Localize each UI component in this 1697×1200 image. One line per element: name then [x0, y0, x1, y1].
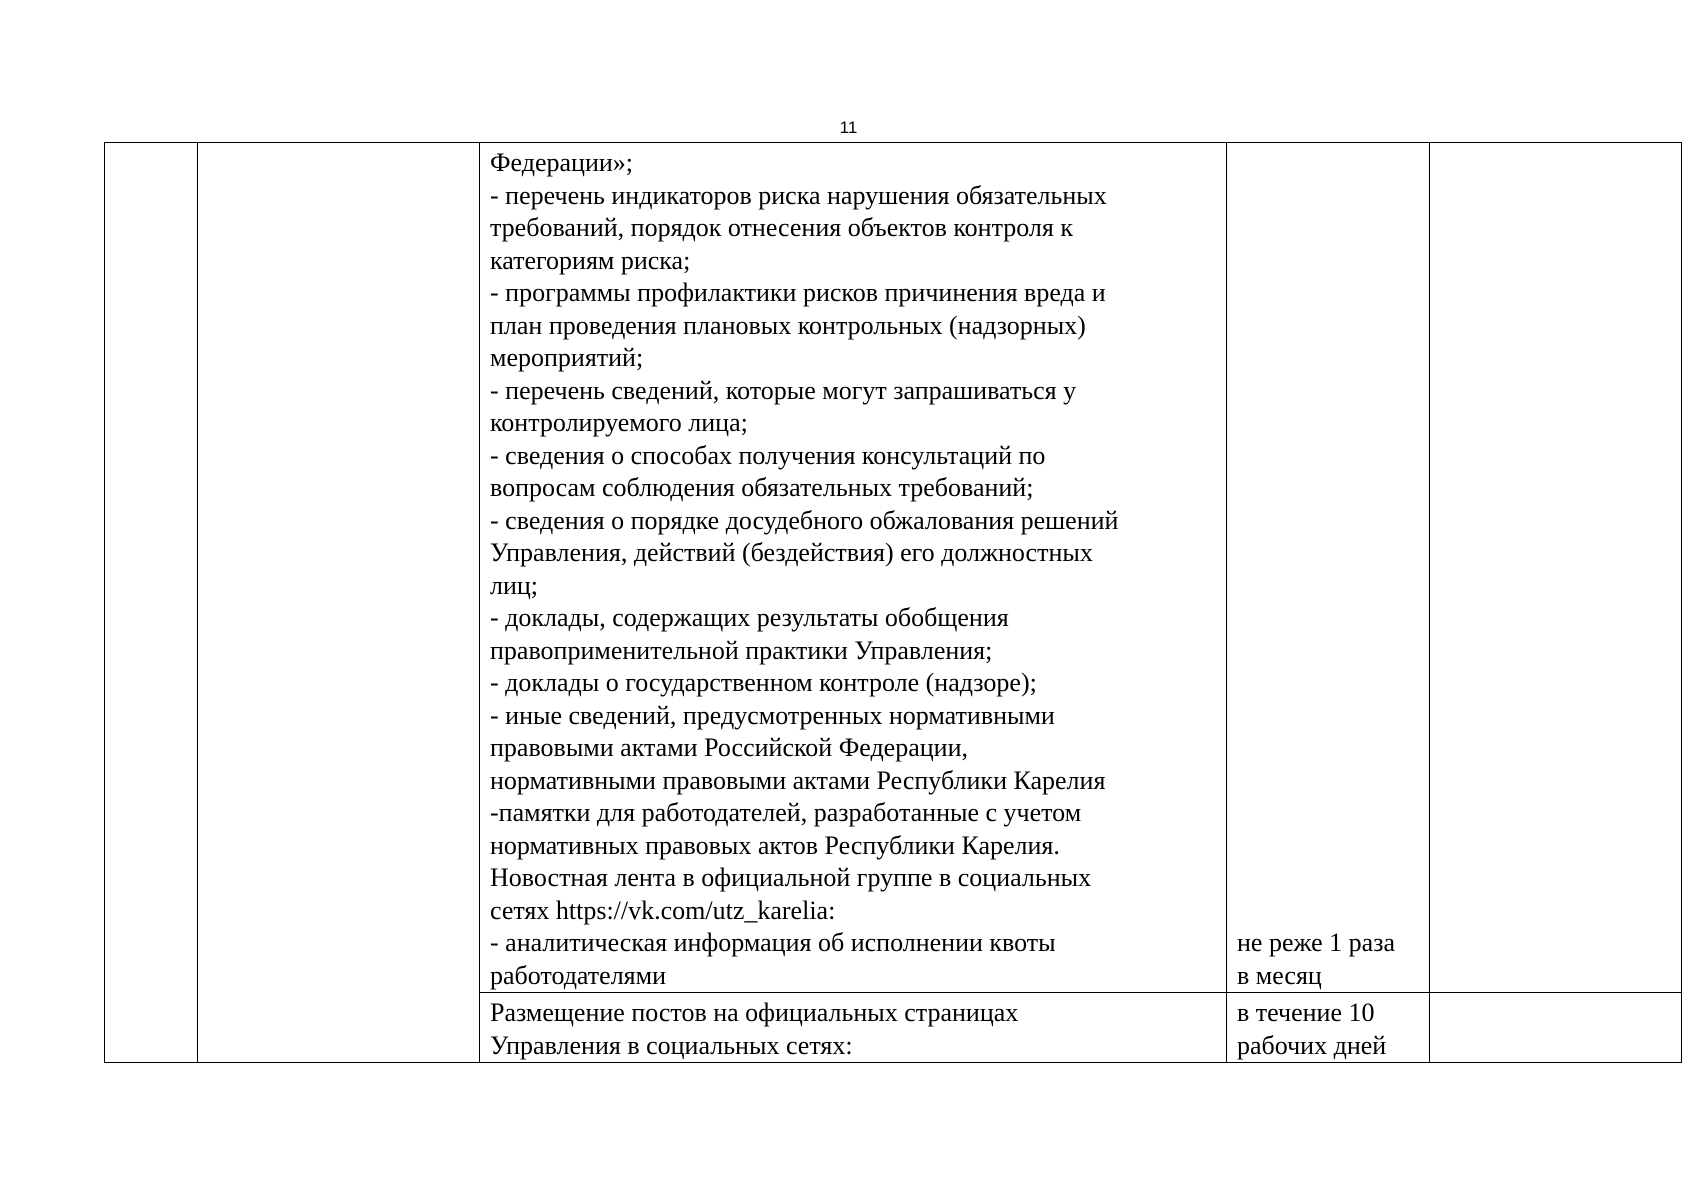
- description-line: - иные сведений, предусмотренных нормативными: [490, 700, 1055, 730]
- description-line: - перечень сведений, которые могут запрашиваться у: [490, 375, 1077, 405]
- document-table: [104, 142, 1682, 1063]
- description-line: лиц;: [490, 570, 539, 600]
- description-line: - сведения о способах получения консультаций по: [490, 440, 1046, 470]
- description-line: правовыми актами Российской Федерации,: [490, 733, 969, 762]
- frequency-line: не реже 1 раза: [1237, 928, 1396, 957]
- description-line: нормативных правовых актов Республики Карелия.: [490, 830, 1060, 860]
- description-line: требований, порядок отнесения объектов контроля к: [490, 213, 1073, 242]
- description-line: категориям риска;: [490, 245, 691, 275]
- description-line: -памятки для работодателей, разработанные с учетом: [490, 798, 1082, 827]
- description-line: Размещение постов на официальных страницах: [490, 998, 1019, 1027]
- number-cell: [105, 143, 198, 1063]
- notes-cell: [1430, 993, 1682, 1063]
- frequency-cell: [1227, 993, 1430, 1063]
- description-line: контролируемого лица;: [490, 408, 748, 437]
- description-line: правоприменительной практики Управления;: [490, 635, 993, 665]
- page-number: 11: [839, 118, 858, 137]
- description-line: Федерации»;: [490, 148, 634, 177]
- measure-cell: [198, 143, 480, 1063]
- description-line: - доклады, содержащих результаты обобщения: [490, 603, 1009, 632]
- notes-cell: [1430, 143, 1682, 993]
- description-line: сетях https://vk.com/utz_karelia:: [490, 895, 836, 925]
- table-row: [105, 143, 1682, 993]
- frequency-line: в месяц: [1237, 960, 1322, 990]
- description-line: - аналитическая информация об исполнении квоты: [490, 928, 1056, 957]
- description-line: Управления, действий (бездействия) его должностных: [490, 538, 1093, 567]
- description-line: Управления в социальных сетях:: [490, 1030, 853, 1060]
- frequency-line: рабочих дней: [1237, 1030, 1387, 1060]
- description-line: нормативными правовыми актами Республики Карелия: [490, 765, 1106, 795]
- description-line: - сведения о порядке досудебного обжалования решений: [490, 505, 1119, 535]
- description-cell: [480, 143, 1227, 993]
- description-line: - программы профилактики рисков причинения вреда и: [490, 278, 1106, 307]
- frequency-cell: [1227, 143, 1430, 993]
- description-cell: [480, 993, 1227, 1063]
- frequency-text: [1237, 927, 1395, 992]
- description-line: Новостная лента в официальной группе в социальных: [490, 863, 1092, 892]
- description-line: - доклады о государственном контроле (надзоре);: [490, 668, 1037, 697]
- description-line: работодателями: [490, 960, 666, 990]
- description-line: мероприятий;: [490, 343, 644, 372]
- description-line: - перечень индикаторов риска нарушения обязательных: [490, 180, 1107, 210]
- frequency-line: в течение 10: [1237, 998, 1375, 1027]
- description-line: вопросам соблюдения обязательных требований;: [490, 473, 1034, 502]
- description-line: план проведения плановых контрольных (надзорных): [490, 310, 1086, 340]
